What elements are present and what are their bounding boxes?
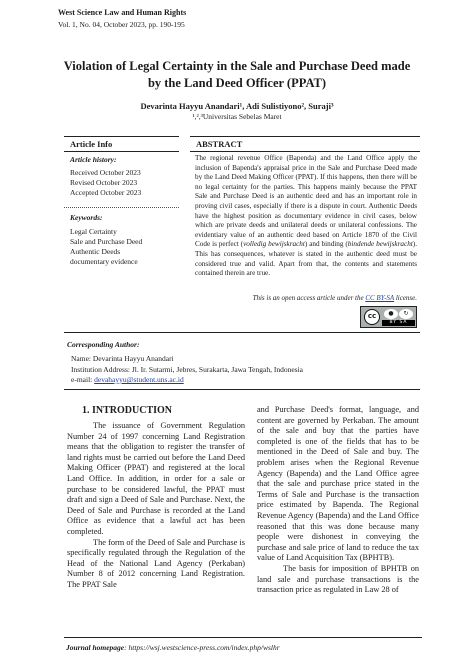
affiliation: ¹,²,³Universitas Sebelas Maret (192, 112, 282, 121)
abstract-text: The regional revenue Office (Bapenda) and the Land Office apply the inclusion of Bapenda's appraisal price in the Sale and Purchase Deed made by the Land Deed Making Officer (PPAT). If this happens, then there will be no legal certainty for the parties. This happens mainly because the PPAT Sale and Purchase Deed is an authentic deed and has an important role in proving civil cases, especially if there is a dispute in court. Authentic Deeds have the highest position as documentary evidence in civil cases, below which are private deeds and unilateral deeds or unilateral confessions. The evidentiary value of an authentic deed based on Article 1870 of the Civil Code is perfect (volledig bewijskracht) and binding (bindende bewijskracht). This has consequences, whatever is stated in the authentic deed must be considered true and valid. Apart from that, the contents and statements contained therein are true. (195, 154, 417, 278)
history-item: Accepted October 2023 (70, 188, 142, 197)
history-item: Revised October 2023 (70, 178, 138, 187)
volume-line: Vol. 1, No. 04, October 2023, pp. 190-195 (58, 20, 185, 29)
abstract-heading: ABSTRACT (196, 139, 243, 149)
authors: Devarinta Hayyu Anandari¹, Adi Sulistiyono², Suraji³ (140, 101, 334, 111)
keyword-item: Authentic Deeds (70, 247, 121, 256)
keyword-item: Sale and Purchase Deed (70, 237, 143, 246)
footer-divider (64, 637, 422, 638)
corresponding-author-heading: Corresponding Author: (67, 340, 140, 349)
intro-right-column (257, 405, 419, 596)
paragraph: The issuance of Government Regulation Number 24 of 1997 concerning Land Registration means that the obligation to register the transfer of land rights must be carried out before the Land Deed Making Officer (PPAT) and registered at the local Land Office. In addition, in order for a sale or purchase to be considered lawful, the PPAT must draft and sign a Deed of Sale and Purchase. Next, the Deed of Sale and Purchase is recorded at the Land Office as evidence that a lawful act has been completed. (67, 421, 245, 536)
cc-by-sa-badge[interactable] (360, 306, 417, 328)
email-line: e-mail: devahayyu@student.uns.ac.id (71, 375, 184, 384)
email-link[interactable]: devahayyu@student.uns.ac.id (94, 375, 184, 384)
divider (64, 151, 179, 152)
paper-title: Violation of Legal Certainty in the Sale and Purchase Deed made by the Land Deed Officer (PPAT) (63, 59, 411, 90)
journal-homepage-url[interactable]: : https://wsj.westscience-press.com/index.php/wslhr (124, 643, 280, 652)
paragraph: The form of the Deed of Sale and Purchase is specifically regulated through the Regulation of the Head of the National Land Agency (Perkaban) Number 8 of 2012 concerning Land Registration. The PPAT Sale (67, 537, 245, 589)
keywords-label: Keywords: (70, 213, 103, 222)
journal-name: West Science Law and Human Rights (58, 8, 187, 17)
divider (64, 389, 420, 390)
by-icon: ● (384, 309, 398, 319)
paragraph: The basis for imposition of BPHTB on land sale and purchase transactions is the transaction price as regulated in Law 28 of (257, 563, 419, 595)
divider (190, 136, 420, 137)
badge-bar: BY SA (382, 320, 415, 326)
keywords-list (70, 227, 142, 267)
cc-icon: cc (364, 309, 380, 325)
divider (64, 136, 179, 137)
keyword-item: documentary evidence (70, 257, 138, 266)
article-history-list (70, 168, 141, 198)
author-name: Name: Devarinta Hayyu Anandari (71, 354, 174, 363)
introduction-heading: 1. INTRODUCTION (82, 405, 173, 416)
corresponding-author-details (71, 354, 421, 386)
footer: Journal homepage: https://wsj.westscience-press.com/index.php/wslhr (66, 643, 280, 652)
divider (64, 207, 179, 208)
sa-icon: ↻ (399, 309, 413, 319)
keyword-item: Legal Certainty (70, 227, 117, 236)
institution-address: Institution Address: Jl. Ir. Sutarmi, Jebres, Surakarta, Jawa Tengah, Indonesia (71, 364, 304, 374)
open-access-note: This is an open access article under the CC BY-SA license. (252, 294, 417, 302)
divider (190, 151, 420, 152)
article-history-label: Article history: (70, 155, 117, 164)
article-info-heading: Article Info (70, 139, 113, 149)
intro-left-column (67, 421, 245, 591)
license-link[interactable]: CC BY-SA (365, 294, 395, 302)
history-item: Received October 2023 (70, 168, 141, 177)
paragraph: and Purchase Deed's format, language, and content are governed by Perkaban. The amount of the sale and buy that the parties have completed is one of the fields that has to be mentioned in the Deed of Sale and buy. The problem arises when the Regional Revenue Agency (Bapenda) and the Land Office agree that the sale and purchase price stated in the Terms of Sale and Purchase is the transaction price estimated by Bapenda. The Regional Revenue Agency (Bapenda) and the Land Office reasoned that this was done because many people were dishonest in conveying the purchase and sale price of land to reduce the tax value of Land Acquisition Tax (BPHTB). (257, 405, 419, 563)
divider (64, 332, 420, 333)
